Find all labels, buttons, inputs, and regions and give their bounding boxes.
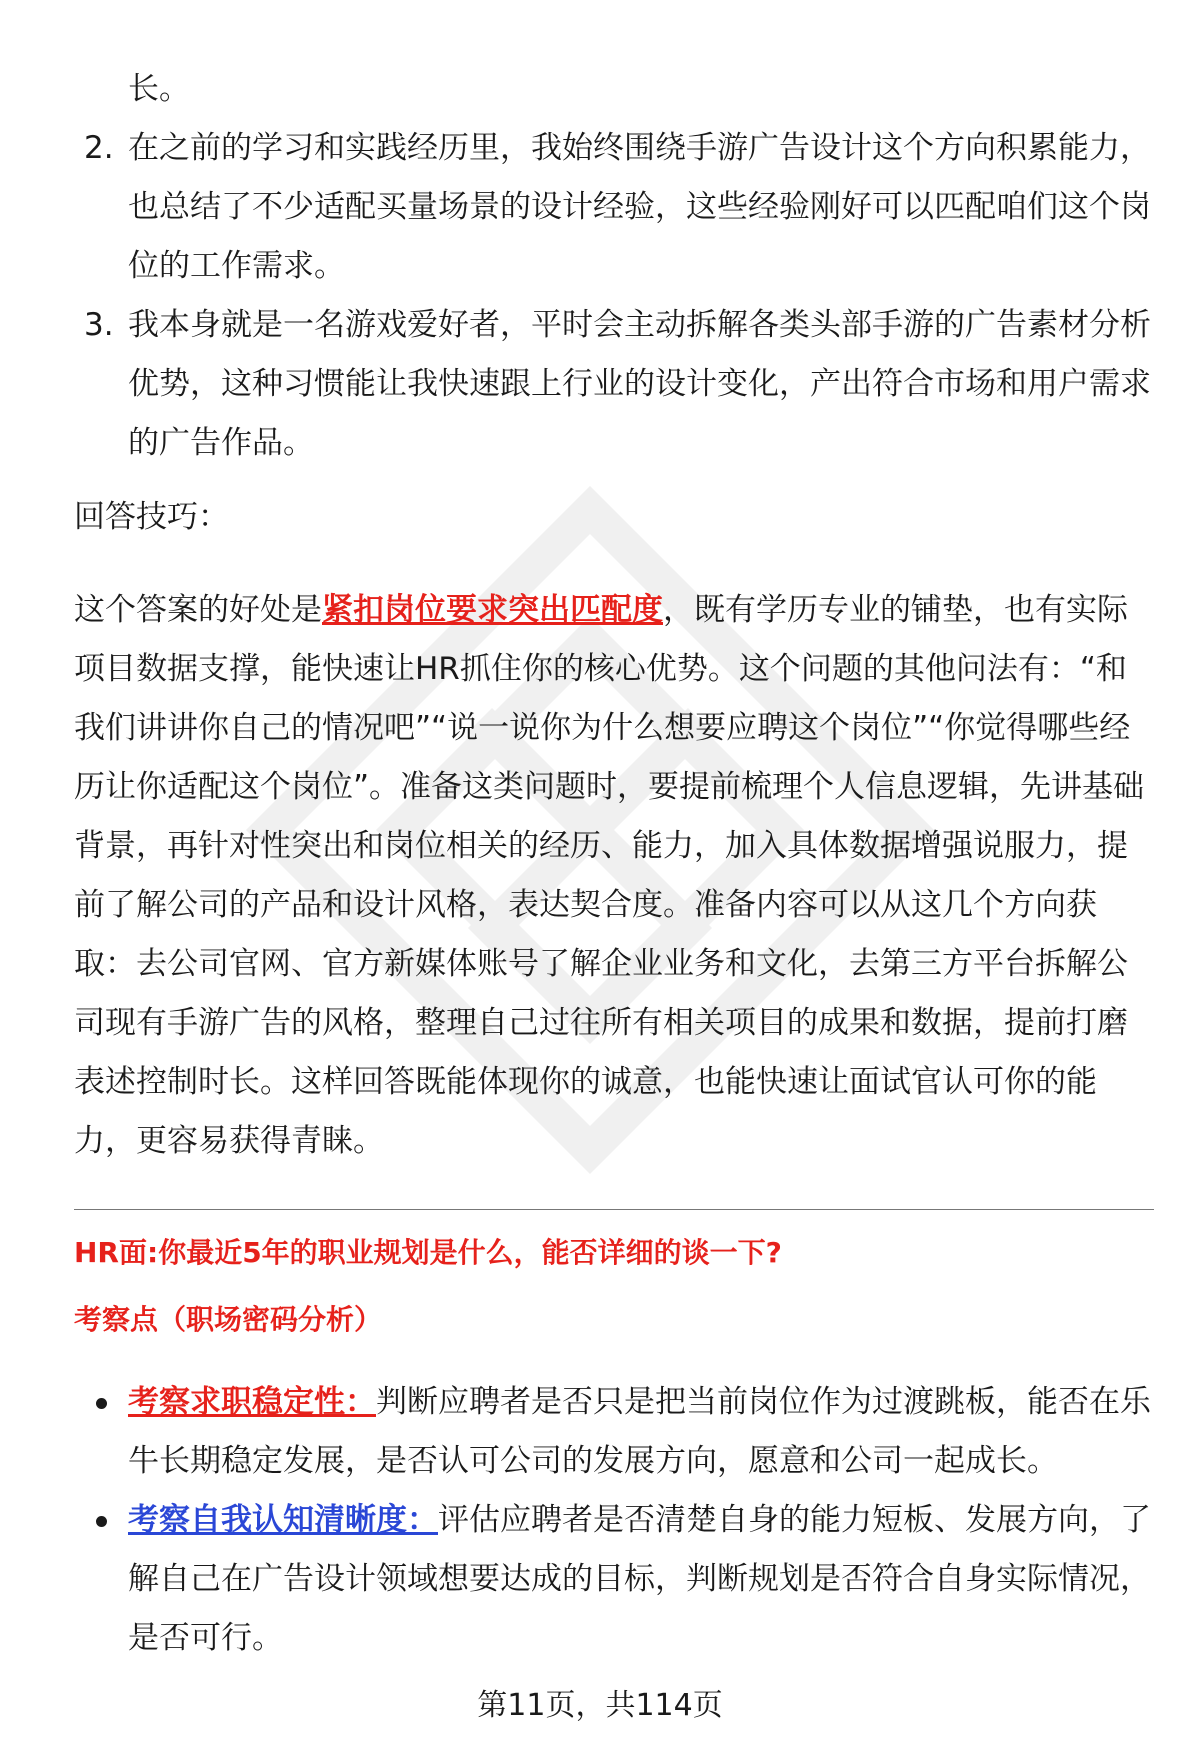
analysis-bullets <box>74 1373 1154 1668</box>
list-number: 3. <box>84 307 114 343</box>
bullet-label: 考察求职稳定性： <box>128 1384 376 1420</box>
bullet-item-self-awareness <box>74 1491 1154 1668</box>
question-subtitle: 考察点（职场密码分析） <box>74 1303 383 1336</box>
list-item-text: 长。 <box>128 71 190 107</box>
list-number: 2. <box>84 130 114 166</box>
list-item-3 <box>74 296 1154 473</box>
numbered-list <box>74 60 1154 473</box>
tips-label: 回答技巧： <box>74 499 229 535</box>
list-item-2 <box>74 119 1154 296</box>
bullet-item-stability <box>74 1373 1154 1491</box>
bullet-label: 考察自我认知清晰度： <box>128 1502 438 1538</box>
tips-text-start: 这个答案的好处是 <box>74 592 322 628</box>
tips-paragraph <box>74 581 1154 1171</box>
bullet-dot <box>96 1398 107 1409</box>
page-number: 第11页，共114页 <box>477 1688 723 1723</box>
bullet-text: 判断应聘者是否只是把当前岗位作为过渡跳板，能否在乐牛长期稳定发展，是否认可公司的发展方向，愿意和公司一起成长。 <box>128 1384 1151 1479</box>
section-divider <box>74 1209 1154 1210</box>
list-item-1-tail <box>74 60 1154 119</box>
tips-highlight: 紧扣岗位要求突出匹配度 <box>322 592 663 628</box>
list-item-text: 我本身就是一名游戏爱好者，平时会主动拆解各类头部手游的广告素材分析优势，这种习惯能让我快速跟上行业的设计变化，产出符合市场和用户需求的广告作品。 <box>128 307 1151 461</box>
question-title: HR面:你最近5年的职业规划是什么，能否详细的谈一下? <box>74 1236 782 1269</box>
bullet-dot <box>96 1516 107 1527</box>
page-content <box>74 60 1154 1668</box>
list-item-text: 在之前的学习和实践经历里，我始终围绕手游广告设计这个方向积累能力，也总结了不少适配买量场景的设计经验，这些经验刚好可以匹配咱们这个岗位的工作需求。 <box>128 130 1151 284</box>
tips-text-rest: ，既有学历专业的铺垫，也有实际项目数据支撑，能快速让HR抓住你的核心优势。这个问题的其他问法有：“和我们讲讲你自己的情况吧”“说一说你为什么想要应聘这个岗位”“你觉得哪些经历让你适配这个岗位”。准备这类问题时，要提前梳理个人信息逻辑，先讲基础背景，再针对性突出和岗位相关的经历、能力，加入具体数据增强说服力，提前了解公司的产品和设计风格，表达契合度。准备内容可以从这几个方向获取：去公司官网、官方新媒体账号了解企业业务和文化，去第三方平台拆解公司现有手游广告的风格，整理自己过往所有相关项目的成果和数据，提前打磨表述控制时长。这样回答既能体现你的诚意，也能快速让面试官认可你的能力，更容易获得青睐。 <box>74 592 1145 1159</box>
bullet-text: 评估应聘者是否清楚自身的能力短板、发展方向，了解自己在广告设计领域想要达成的目标，判断规划是否符合自身实际情况，是否可行。 <box>128 1502 1151 1656</box>
